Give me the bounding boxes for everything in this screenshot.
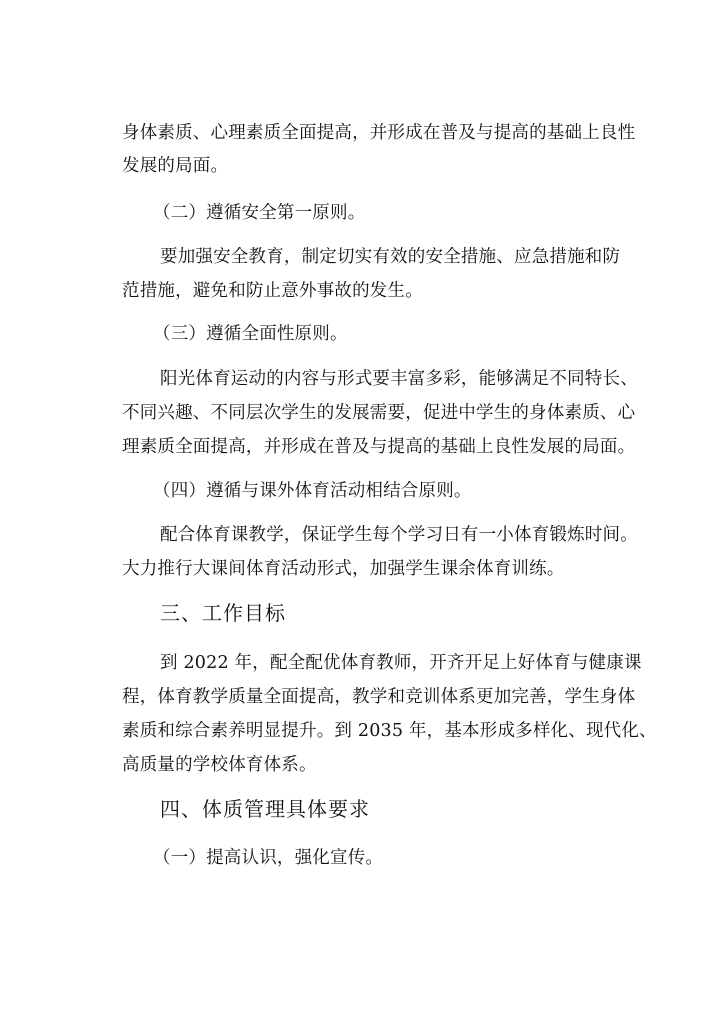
paragraph-line: 高质量的学校体育体系。 (122, 755, 317, 775)
paragraph-line: 不同兴趣、不同层次学生的发展需要，促进中学生的身体素质、心 (122, 403, 636, 423)
paragraph-line: 要加强安全教育，制定切实有效的安全措施、应急措施和防 (160, 247, 621, 267)
paragraph-line: 阳光体育运动的内容与形式要丰富多彩，能够满足不同特长、 (160, 369, 638, 389)
sub-heading-safety: （二）遵循安全第一原则。 (153, 203, 366, 223)
sub-heading-awareness: （一）提高认识，强化宣传。 (153, 848, 384, 868)
sub-heading-comprehensive: （三）遵循全面性原则。 (153, 324, 348, 344)
paragraph-line: 理素质全面提高，并形成在普及与提高的基础上良性发展的局面。 (122, 437, 636, 457)
paragraph-line: 到 2022 年，配全配优体育教师，开齐开足上好体育与健康课 (160, 653, 642, 673)
paragraph-line: 配合体育课教学，保证学生每个学习日有一小体育锻炼时间。 (160, 525, 638, 545)
paragraph-line: 程，体育教学质量全面提高，教学和竞训体系更加完善，学生身体 (122, 687, 636, 707)
sub-heading-extracurricular: （四）遵循与课外体育活动相结合原则。 (153, 481, 472, 501)
paragraph-line: 素质和综合素养明显提升。到 2035 年，基本形成多样化、现代化、 (122, 721, 657, 741)
section-heading-requirements: 四、体质管理具体要求 (160, 797, 370, 821)
paragraph-line: 大力推行大课间体育活动形式，加强学生课余体育训练。 (122, 559, 565, 579)
section-heading-goals: 三、工作目标 (160, 601, 286, 625)
paragraph-line: 发展的局面。 (122, 156, 229, 176)
paragraph-line: 范措施，避免和防止意外事故的发生。 (122, 281, 423, 301)
paragraph-line: 身体素质、心理素质全面提高，并形成在普及与提高的基础上良性 (122, 123, 636, 143)
